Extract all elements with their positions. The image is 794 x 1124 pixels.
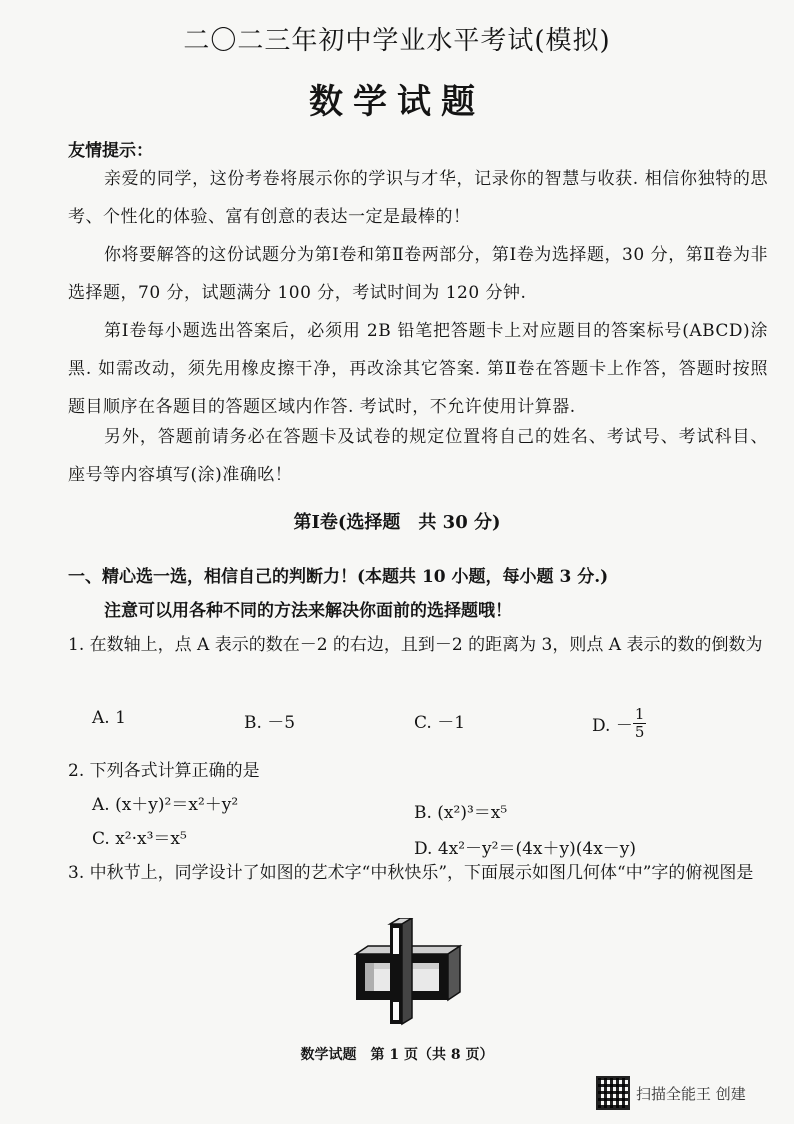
section-title: 第Ⅰ卷(选择题 共 30 分)	[293, 512, 501, 533]
question-1-option-d	[592, 706, 646, 741]
fraction	[633, 706, 647, 741]
question-3-stem: 3. 中秋节上，同学设计了如图的艺术字“中秋快乐”，下面展示如图几何体“中”字的俯视图是	[68, 863, 754, 883]
scanner-watermark	[596, 1076, 746, 1110]
question-1-option-a: A. 1	[92, 708, 126, 728]
question-2-option-b: B. (x²)³＝x⁵	[414, 803, 508, 823]
tips-paragraph-1: 亲爱的同学，这份考卷将展示你的学识与才华，记录你的智慧与收获. 相信你独特的思考、个性化的体验、富有创意的表达一定是最棒的！	[68, 169, 768, 227]
fraction-numerator: 1	[634, 705, 645, 723]
tips-heading: 友情提示：	[68, 141, 153, 161]
subject-title: 数学试题	[309, 82, 485, 122]
question-2-option-a: A. (x＋y)²＝x²＋y²	[92, 795, 239, 815]
page-footer: 数学试题 第 1 页（共 8 页）	[300, 1047, 494, 1063]
question-1-stem: 1. 在数轴上，点 A 表示的数在－2 的右边，且到－2 的距离为 3，则点 A 表示的数的倒数为	[68, 635, 763, 655]
question-1-option-b: B. －5	[244, 713, 296, 733]
tips-paragraph-2: 你将要解答的这份试题分为第Ⅰ卷和第Ⅱ卷两部分，第Ⅰ卷为选择题，30 分，第Ⅱ卷为非选择题，70 分，试题满分 100 分，考试时间为 120 分钟.	[68, 245, 768, 303]
tips-paragraph-4: 另外，答题前请务必在答题卡及试卷的规定位置将自己的姓名、考试号、考试科目、座号等内容填写(涂)准确吆！	[68, 427, 768, 485]
question-2-stem: 2. 下列各式计算正确的是	[68, 761, 260, 781]
part-note: 注意可以用各种不同的方法来解决你面前的选择题哦！	[104, 601, 512, 621]
tips-paragraph-3: 第Ⅰ卷每小题选出答案后，必须用 2B 铅笔把答题卡上对应题目的答案标号(ABCD)涂黑. 如需改动，须先用橡皮擦干净，再改涂其它答案. 第Ⅱ卷在答题卡上作答，答题时按照题目顺序在各题目的答题区域内作答. 考试时，不允许使用计算器.	[68, 321, 768, 417]
question-2-option-c: C. x²·x³＝x⁵	[92, 829, 187, 849]
zhong-character-figure	[348, 918, 464, 1030]
fraction-denominator: 5	[634, 723, 645, 741]
question-1-option-d-prefix: D. －	[592, 716, 633, 736]
qr-code-icon	[596, 1076, 630, 1110]
question-1-option-c: C. －1	[414, 713, 466, 733]
part-heading: 一、精心选一选，相信自己的判断力！(本题共 10 小题，每小题 3 分.)	[68, 567, 609, 587]
question-2-option-d: D. 4x²－y²＝(4x＋y)(4x－y)	[414, 839, 637, 859]
exam-title: 二〇二三年初中学业水平考试(模拟)	[183, 26, 611, 56]
scanner-label: 扫描全能王 创建	[636, 1084, 746, 1103]
